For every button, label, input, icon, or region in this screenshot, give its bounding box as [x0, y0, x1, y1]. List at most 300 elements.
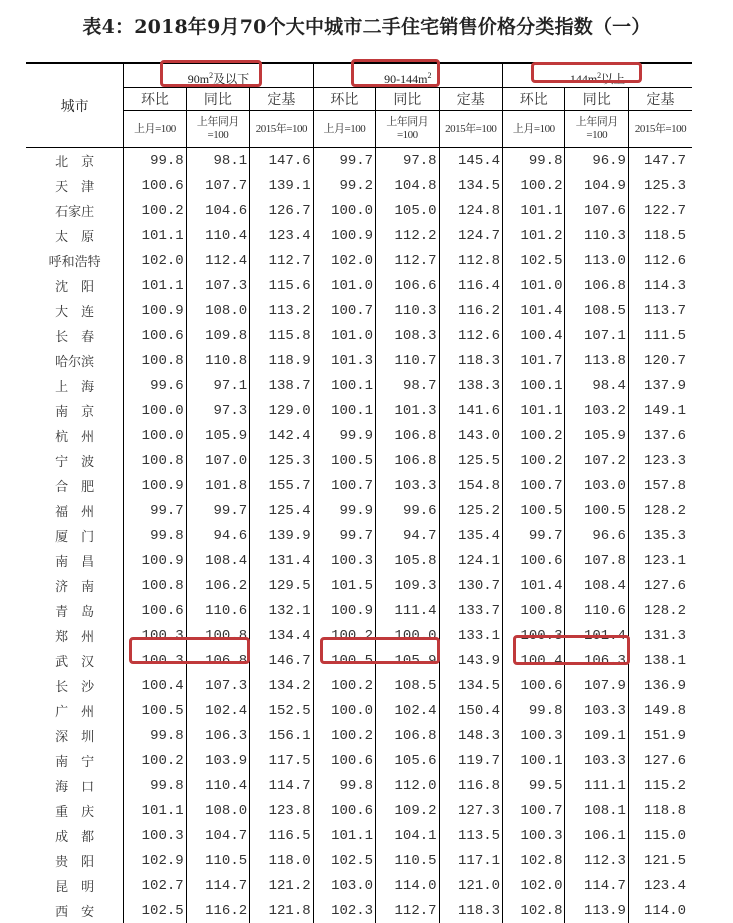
value-cell: 100.5 — [503, 498, 565, 523]
value-cell: 100.3 — [503, 823, 565, 848]
value-cell: 101.1 — [313, 823, 375, 848]
value-cell: 128.2 — [628, 498, 692, 523]
value-cell: 107.2 — [565, 448, 628, 473]
value-cell: 102.3 — [313, 898, 375, 923]
value-cell: 107.6 — [565, 198, 628, 223]
table-row — [26, 723, 692, 748]
value-cell: 101.1 — [124, 223, 186, 248]
city-cell: 福 州 — [26, 498, 124, 523]
value-cell: 115.6 — [250, 273, 313, 298]
value-cell: 99.2 — [313, 173, 375, 198]
value-cell: 100.4 — [124, 673, 186, 698]
value-cell: 108.0 — [186, 798, 249, 823]
value-cell: 154.8 — [439, 473, 502, 498]
value-cell: 100.2 — [313, 723, 375, 748]
city-cell: 长 春 — [26, 323, 124, 348]
value-cell: 102.4 — [186, 698, 249, 723]
base-last-month: 上月=100 — [503, 111, 565, 148]
value-cell: 99.8 — [503, 698, 565, 723]
value-cell: 115.2 — [628, 773, 692, 798]
group-header-small: $90m^2$及以下 — [124, 63, 313, 88]
city-cell: 沈 阳 — [26, 273, 124, 298]
value-cell: 103.3 — [565, 698, 628, 723]
value-cell: 136.9 — [628, 673, 692, 698]
value-cell: 134.4 — [250, 623, 313, 648]
value-cell: 100.3 — [313, 548, 375, 573]
base-last-month: 上月=100 — [313, 111, 375, 148]
value-cell: 100.9 — [313, 598, 375, 623]
value-cell: 113.7 — [628, 298, 692, 323]
value-cell: 100.0 — [376, 623, 439, 648]
value-cell: 149.8 — [628, 698, 692, 723]
value-cell: 100.2 — [503, 173, 565, 198]
value-cell: 112.8 — [439, 248, 502, 273]
value-cell: 131.4 — [250, 548, 313, 573]
value-cell: 112.2 — [376, 223, 439, 248]
city-cell: 合 肥 — [26, 473, 124, 498]
value-cell: 127.3 — [439, 798, 502, 823]
city-cell: 郑 州 — [26, 623, 124, 648]
value-cell: 121.2 — [250, 873, 313, 898]
city-cell: 武 汉 — [26, 648, 124, 673]
value-cell: 104.6 — [186, 198, 249, 223]
value-cell: 101.0 — [313, 323, 375, 348]
value-cell: 130.7 — [439, 573, 502, 598]
value-cell: 135.3 — [628, 523, 692, 548]
value-cell: 112.6 — [439, 323, 502, 348]
value-cell: 105.9 — [565, 423, 628, 448]
value-cell: 106.3 — [565, 648, 628, 673]
value-cell: 99.7 — [503, 523, 565, 548]
value-cell: 113.5 — [439, 823, 502, 848]
table-row — [26, 198, 692, 223]
value-cell: 99.7 — [124, 498, 186, 523]
value-cell: 114.7 — [565, 873, 628, 898]
value-cell: 106.2 — [186, 573, 249, 598]
base-last-month: 上月=100 — [124, 111, 186, 148]
value-cell: 107.0 — [186, 448, 249, 473]
value-cell: 100.9 — [313, 223, 375, 248]
city-cell: 成 都 — [26, 823, 124, 848]
value-cell: 110.4 — [186, 773, 249, 798]
table-body — [26, 148, 692, 923]
value-cell: 100.2 — [313, 623, 375, 648]
value-cell: 121.0 — [439, 873, 502, 898]
value-cell: 100.7 — [503, 473, 565, 498]
value-cell: 110.6 — [186, 598, 249, 623]
value-cell: 101.1 — [124, 798, 186, 823]
city-cell: 贵 阳 — [26, 848, 124, 873]
value-cell: 112.0 — [376, 773, 439, 798]
value-cell: 99.8 — [313, 773, 375, 798]
value-cell: 118.0 — [250, 848, 313, 873]
value-cell: 100.5 — [565, 498, 628, 523]
value-cell: 100.4 — [503, 323, 565, 348]
value-cell: 135.4 — [439, 523, 502, 548]
value-cell: 113.9 — [565, 898, 628, 923]
value-cell: 138.1 — [628, 648, 692, 673]
value-cell: 110.5 — [376, 848, 439, 873]
value-cell: 102.9 — [124, 848, 186, 873]
sub-header-fixed: 定基 — [250, 88, 313, 111]
value-cell: 118.5 — [628, 223, 692, 248]
value-cell: 103.0 — [565, 473, 628, 498]
city-cell: 重 庆 — [26, 798, 124, 823]
value-cell: 100.6 — [124, 598, 186, 623]
table-row — [26, 148, 692, 174]
value-cell: 106.8 — [376, 448, 439, 473]
table-row — [26, 498, 692, 523]
value-cell: 111.1 — [565, 773, 628, 798]
value-cell: 134.5 — [439, 173, 502, 198]
table-row — [26, 548, 692, 573]
value-cell: 143.0 — [439, 423, 502, 448]
city-cell: 杭 州 — [26, 423, 124, 448]
value-cell: 99.8 — [124, 148, 186, 174]
value-cell: 110.3 — [565, 223, 628, 248]
value-cell: 123.1 — [628, 548, 692, 573]
value-cell: 100.7 — [313, 298, 375, 323]
table-row — [26, 773, 692, 798]
value-cell: 120.7 — [628, 348, 692, 373]
value-cell: 99.6 — [376, 498, 439, 523]
value-cell: 101.0 — [313, 273, 375, 298]
value-cell: 101.3 — [376, 398, 439, 423]
value-cell: 155.7 — [250, 473, 313, 498]
value-cell: 109.3 — [376, 573, 439, 598]
value-cell: 113.8 — [565, 348, 628, 373]
value-cell: 99.9 — [313, 423, 375, 448]
value-cell: 107.1 — [565, 323, 628, 348]
value-cell: 100.2 — [503, 423, 565, 448]
value-cell: 118.3 — [439, 898, 502, 923]
value-cell: 134.5 — [439, 673, 502, 698]
value-cell: 99.8 — [503, 148, 565, 174]
value-cell: 123.4 — [250, 223, 313, 248]
value-cell: 117.5 — [250, 748, 313, 773]
sub-header-yoy: 同比 — [376, 88, 439, 111]
value-cell: 100.8 — [186, 623, 249, 648]
value-cell: 125.5 — [439, 448, 502, 473]
value-cell: 101.0 — [503, 273, 565, 298]
sub-header-mom: 环比 — [124, 88, 186, 111]
value-cell: 112.4 — [186, 248, 249, 273]
value-cell: 102.0 — [313, 248, 375, 273]
value-cell: 100.3 — [503, 723, 565, 748]
value-cell: 115.0 — [628, 823, 692, 848]
value-cell: 106.1 — [565, 823, 628, 848]
value-cell: 97.8 — [376, 148, 439, 174]
table-row — [26, 473, 692, 498]
value-cell: 103.2 — [565, 398, 628, 423]
table-row — [26, 298, 692, 323]
value-cell: 142.4 — [250, 423, 313, 448]
table-row — [26, 623, 692, 648]
value-cell: 112.7 — [376, 898, 439, 923]
value-cell: 100.3 — [503, 623, 565, 648]
value-cell: 97.1 — [186, 373, 249, 398]
value-cell: 101.3 — [313, 348, 375, 373]
table-row — [26, 423, 692, 448]
value-cell: 101.1 — [124, 273, 186, 298]
base-last-year: 上年同月=100 — [186, 111, 249, 148]
sub-header-fixed: 定基 — [628, 88, 692, 111]
value-cell: 126.7 — [250, 198, 313, 223]
value-cell: 102.5 — [503, 248, 565, 273]
header-group-row — [26, 63, 692, 88]
value-cell: 108.1 — [565, 798, 628, 823]
value-cell: 100.0 — [313, 198, 375, 223]
value-cell: 145.4 — [439, 148, 502, 174]
value-cell: 125.2 — [439, 498, 502, 523]
value-cell: 104.9 — [565, 173, 628, 198]
value-cell: 100.2 — [503, 448, 565, 473]
value-cell: 103.9 — [186, 748, 249, 773]
table-row — [26, 873, 692, 898]
header-sub-row — [26, 88, 692, 111]
value-cell: 106.8 — [565, 273, 628, 298]
value-cell: 99.7 — [313, 523, 375, 548]
value-cell: 99.5 — [503, 773, 565, 798]
value-cell: 106.8 — [376, 723, 439, 748]
value-cell: 110.6 — [565, 598, 628, 623]
value-cell: 101.7 — [503, 348, 565, 373]
value-cell: 101.8 — [186, 473, 249, 498]
value-cell: 107.9 — [565, 673, 628, 698]
value-cell: 118.9 — [250, 348, 313, 373]
value-cell: 94.7 — [376, 523, 439, 548]
value-cell: 147.7 — [628, 148, 692, 174]
value-cell: 109.8 — [186, 323, 249, 348]
value-cell: 100.5 — [124, 698, 186, 723]
value-cell: 117.1 — [439, 848, 502, 873]
table-row — [26, 748, 692, 773]
city-cell: 长 沙 — [26, 673, 124, 698]
table-row — [26, 323, 692, 348]
sub-header-yoy: 同比 — [565, 88, 628, 111]
value-cell: 100.2 — [124, 198, 186, 223]
value-cell: 125.3 — [250, 448, 313, 473]
city-cell: 南 宁 — [26, 748, 124, 773]
table-row — [26, 848, 692, 873]
table-row — [26, 673, 692, 698]
value-cell: 122.7 — [628, 198, 692, 223]
sub-header-mom: 环比 — [313, 88, 375, 111]
value-cell: 104.8 — [376, 173, 439, 198]
value-cell: 102.8 — [503, 848, 565, 873]
value-cell: 114.0 — [628, 898, 692, 923]
value-cell: 116.2 — [439, 298, 502, 323]
table-row — [26, 798, 692, 823]
value-cell: 116.5 — [250, 823, 313, 848]
value-cell: 124.8 — [439, 198, 502, 223]
sub-header-yoy: 同比 — [186, 88, 249, 111]
city-cell: 济 南 — [26, 573, 124, 598]
value-cell: 123.8 — [250, 798, 313, 823]
price-index-table — [26, 62, 692, 923]
value-cell: 100.1 — [313, 373, 375, 398]
value-cell: 111.5 — [628, 323, 692, 348]
value-cell: 141.6 — [439, 398, 502, 423]
city-cell: 上 海 — [26, 373, 124, 398]
value-cell: 100.5 — [313, 648, 375, 673]
group-header-medium: $90-144m^2$ — [313, 63, 502, 88]
value-cell: 101.4 — [503, 573, 565, 598]
table-row — [26, 223, 692, 248]
value-cell: 101.2 — [503, 223, 565, 248]
table-row — [26, 448, 692, 473]
value-cell: 100.2 — [313, 673, 375, 698]
value-cell: 110.5 — [186, 848, 249, 873]
value-cell: 108.0 — [186, 298, 249, 323]
value-cell: 99.8 — [124, 723, 186, 748]
value-cell: 112.6 — [628, 248, 692, 273]
value-cell: 105.0 — [376, 198, 439, 223]
value-cell: 103.3 — [565, 748, 628, 773]
table-row — [26, 598, 692, 623]
group-header-large: $144m^2$以上 — [503, 63, 692, 88]
city-cell: 厦 门 — [26, 523, 124, 548]
value-cell: 100.0 — [124, 398, 186, 423]
city-cell: 呼和浩特 — [26, 248, 124, 273]
value-cell: 157.8 — [628, 473, 692, 498]
value-cell: 99.8 — [124, 773, 186, 798]
value-cell: 102.0 — [124, 248, 186, 273]
value-cell: 100.9 — [124, 473, 186, 498]
city-cell: 海 口 — [26, 773, 124, 798]
value-cell: 112.3 — [565, 848, 628, 873]
value-cell: 138.7 — [250, 373, 313, 398]
table-row — [26, 698, 692, 723]
table-row — [26, 398, 692, 423]
value-cell: 127.6 — [628, 573, 692, 598]
table-row — [26, 573, 692, 598]
value-cell: 100.2 — [124, 748, 186, 773]
value-cell: 138.3 — [439, 373, 502, 398]
city-cell: 南 京 — [26, 398, 124, 423]
value-cell: 133.7 — [439, 598, 502, 623]
table-row — [26, 173, 692, 198]
value-cell: 100.6 — [503, 548, 565, 573]
value-cell: 132.1 — [250, 598, 313, 623]
value-cell: 106.8 — [376, 423, 439, 448]
value-cell: 129.0 — [250, 398, 313, 423]
value-cell: 102.4 — [376, 698, 439, 723]
base-last-year: 上年同月=100 — [565, 111, 628, 148]
value-cell: 149.1 — [628, 398, 692, 423]
value-cell: 116.8 — [439, 773, 502, 798]
value-cell: 106.6 — [376, 273, 439, 298]
value-cell: 100.6 — [313, 748, 375, 773]
value-cell: 114.3 — [628, 273, 692, 298]
value-cell: 125.4 — [250, 498, 313, 523]
value-cell: 137.9 — [628, 373, 692, 398]
value-cell: 113.0 — [565, 248, 628, 273]
value-cell: 100.8 — [124, 573, 186, 598]
value-cell: 100.4 — [503, 648, 565, 673]
value-cell: 98.4 — [565, 373, 628, 398]
value-cell: 112.7 — [250, 248, 313, 273]
value-cell: 150.4 — [439, 698, 502, 723]
value-cell: 110.7 — [376, 348, 439, 373]
value-cell: 101.1 — [503, 198, 565, 223]
value-cell: 106.3 — [186, 723, 249, 748]
city-column-header: 城市 — [26, 63, 124, 148]
value-cell: 100.8 — [124, 348, 186, 373]
city-cell: 广 州 — [26, 698, 124, 723]
value-cell: 96.6 — [565, 523, 628, 548]
value-cell: 100.0 — [313, 698, 375, 723]
city-cell: 北 京 — [26, 148, 124, 174]
value-cell: 100.7 — [313, 473, 375, 498]
base-2015: 2015年=100 — [250, 111, 313, 148]
value-cell: 109.1 — [565, 723, 628, 748]
value-cell: 100.3 — [124, 823, 186, 848]
table-row — [26, 823, 692, 848]
value-cell: 99.8 — [124, 523, 186, 548]
value-cell: 112.7 — [376, 248, 439, 273]
sub-header-fixed: 定基 — [439, 88, 502, 111]
value-cell: 100.8 — [503, 598, 565, 623]
value-cell: 137.6 — [628, 423, 692, 448]
value-cell: 107.8 — [565, 548, 628, 573]
value-cell: 102.7 — [124, 873, 186, 898]
value-cell: 103.3 — [376, 473, 439, 498]
value-cell: 108.5 — [376, 673, 439, 698]
city-cell: 天 津 — [26, 173, 124, 198]
value-cell: 105.9 — [186, 423, 249, 448]
value-cell: 105.9 — [376, 648, 439, 673]
value-cell: 101.4 — [503, 298, 565, 323]
value-cell: 108.5 — [565, 298, 628, 323]
table-row — [26, 373, 692, 398]
table-title: 表4：2018年9月70个大中城市二手住宅销售价格分类指数（一） — [0, 12, 733, 39]
value-cell: 100.1 — [313, 398, 375, 423]
city-cell: 太 原 — [26, 223, 124, 248]
city-cell: 昆 明 — [26, 873, 124, 898]
city-cell: 青 岛 — [26, 598, 124, 623]
value-cell: 107.7 — [186, 173, 249, 198]
value-cell: 124.1 — [439, 548, 502, 573]
table-row — [26, 248, 692, 273]
value-cell: 99.6 — [124, 373, 186, 398]
value-cell: 125.3 — [628, 173, 692, 198]
value-cell: 100.6 — [503, 673, 565, 698]
value-cell: 114.0 — [376, 873, 439, 898]
table-row — [26, 348, 692, 373]
base-last-year: 上年同月=100 — [376, 111, 439, 148]
value-cell: 100.9 — [124, 548, 186, 573]
table-row — [26, 273, 692, 298]
city-cell: 西 安 — [26, 898, 124, 923]
value-cell: 94.6 — [186, 523, 249, 548]
value-cell: 100.5 — [313, 448, 375, 473]
value-cell: 100.3 — [124, 648, 186, 673]
value-cell: 108.4 — [186, 548, 249, 573]
value-cell: 96.9 — [565, 148, 628, 174]
sub-header-mom: 环比 — [503, 88, 565, 111]
value-cell: 102.5 — [313, 848, 375, 873]
value-cell: 115.8 — [250, 323, 313, 348]
value-cell: 100.1 — [503, 373, 565, 398]
value-cell: 116.2 — [186, 898, 249, 923]
value-cell: 100.6 — [124, 173, 186, 198]
value-cell: 118.3 — [439, 348, 502, 373]
value-cell: 100.8 — [124, 448, 186, 473]
value-cell: 100.6 — [124, 323, 186, 348]
value-cell: 100.6 — [313, 798, 375, 823]
value-cell: 116.4 — [439, 273, 502, 298]
